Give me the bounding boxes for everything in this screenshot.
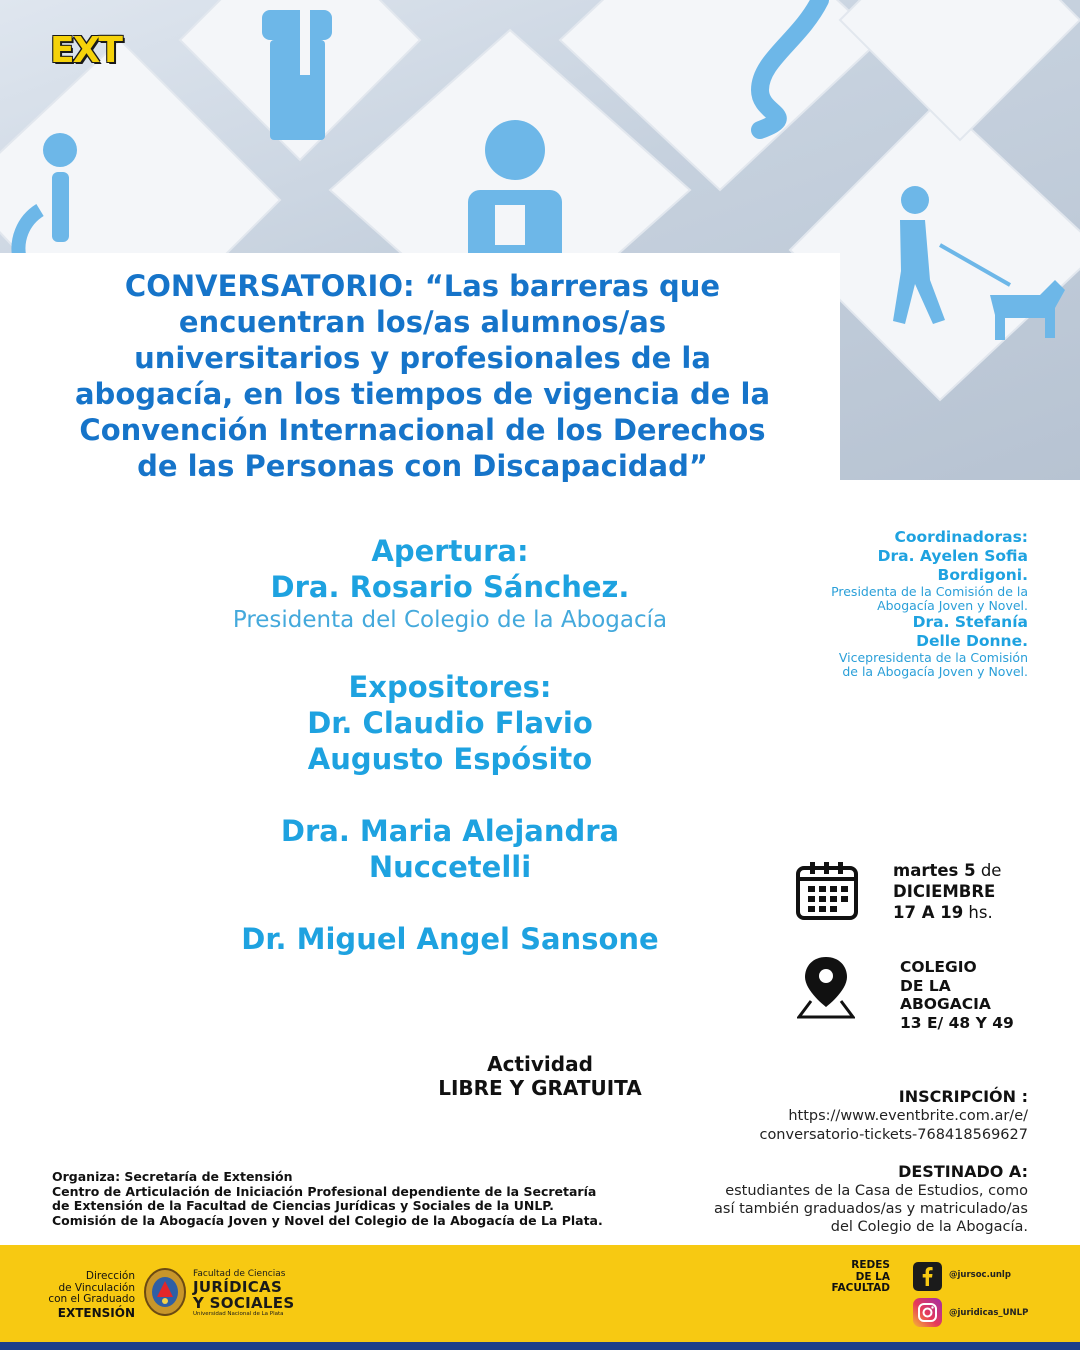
location-line: 13 E/ 48 Y 49: [900, 1013, 1014, 1032]
facebook-icon[interactable]: [913, 1262, 942, 1291]
actividad-line: LIBRE Y GRATUITA: [438, 1076, 642, 1100]
direccion-line: Dirección: [85, 1270, 135, 1282]
expositores-section: [150, 669, 750, 777]
speaker-name: Nuccetelli: [368, 850, 532, 884]
coordinator-role: Vicepresidenta de la Comisión: [838, 650, 1028, 665]
title-line: CONVERSATORIO: “Las barreras que: [124, 269, 721, 303]
facultad-small: Facultad de Ciencias: [193, 1269, 286, 1279]
instagram-icon[interactable]: [913, 1298, 942, 1327]
organiza-line: Centro de Articulación de Iniciación Profesional dependiente de la Secretaría: [52, 1183, 597, 1199]
event-day-suffix: de: [975, 861, 1002, 880]
title-line: universitarios y profesionales de la: [134, 341, 711, 375]
actividad-note: [380, 1052, 700, 1100]
coordinator-name: Delle Donne.: [916, 632, 1028, 650]
direccion-line: de Vinculación: [58, 1281, 135, 1294]
speaker-block: [150, 921, 750, 957]
instagram-handle[interactable]: @juridicas_UNLP: [949, 1308, 1029, 1318]
organiza-line: Comisión de la Abogacía Joven y Novel del Colegio de la Abogacía de La Plata.: [52, 1212, 603, 1228]
facultad-line: Y SOCIALES: [193, 1294, 295, 1312]
expositores-heading: Expositores:: [348, 670, 552, 704]
coordinator-role: Presidenta de la Comisión de la: [831, 584, 1028, 599]
event-location: [900, 958, 1014, 1032]
event-date: [893, 860, 1001, 923]
inscripcion-label: INSCRIPCIÓN :: [898, 1087, 1028, 1106]
destinado-line: estudiantes de la Casa de Estudios, como: [725, 1183, 1028, 1199]
event-time: 17 A 19: [893, 903, 964, 922]
direccion-line: con el Graduado: [48, 1293, 135, 1305]
destinado-section: [668, 1162, 1028, 1236]
apertura-role: Presidenta del Colegio de la Abogacía: [232, 607, 668, 633]
person-icon: [262, 5, 332, 140]
calendar-icon: [796, 862, 858, 920]
title-line: Convención Internacional de los Derechos: [79, 413, 766, 447]
direccion-logo: [40, 1271, 135, 1321]
facebook-handle[interactable]: @jursoc.unlp: [949, 1270, 1011, 1280]
coordinator-name: Dra. Ayelen Sofia: [877, 547, 1028, 565]
event-time-suffix: hs.: [963, 903, 993, 922]
coordinator-role: Abogacía Joven y Novel.: [877, 598, 1028, 613]
speaker-block: [150, 813, 750, 885]
apertura-name: Dra. Rosario Sánchez.: [270, 570, 630, 604]
map-pin-icon: [797, 955, 855, 1019]
redes-line: REDES: [851, 1259, 890, 1271]
title-line: abogacía, en los tiempos de vigencia de la: [74, 377, 771, 411]
title-line: de las Personas con Discapacidad”: [137, 449, 708, 483]
facultad-line: JURÍDICAS: [193, 1278, 283, 1296]
universidad-label: Universidad Nacional de La Plata: [193, 1311, 284, 1317]
event-day: martes 5: [893, 861, 976, 880]
apertura-section: [150, 533, 750, 635]
actividad-line: Actividad: [487, 1052, 593, 1076]
organiza-line: Organiza: Secretaría de Extensión: [52, 1169, 293, 1184]
apertura-heading: Apertura:: [371, 534, 529, 568]
location-line: DE LA: [900, 976, 951, 995]
university-seal-icon: [143, 1267, 187, 1317]
extension-label: EXTENSIÓN: [57, 1305, 135, 1320]
title-line: encuentran los/as alumnos/as: [178, 305, 667, 339]
footer-stripe: [0, 1342, 1080, 1350]
redes-line: FACULTAD: [831, 1282, 890, 1294]
coordinator-name: Dra. Stefanía: [912, 613, 1028, 631]
organiza-line: de Extensión de la Facultad de Ciencias Jurídicas y Sociales de la UNLP.: [52, 1198, 554, 1213]
ext-logo: EXT: [50, 30, 121, 71]
facultad-logo: [193, 1269, 313, 1318]
inscripcion-section: [708, 1087, 1028, 1145]
destinado-line: del Colegio de la Abogacía.: [830, 1219, 1028, 1235]
speaker-name: Dr. Claudio Flavio: [307, 706, 593, 740]
organiza-section: [52, 1170, 672, 1228]
destinado-label: DESTINADO A:: [898, 1162, 1028, 1181]
redes-line: DE LA: [855, 1270, 890, 1283]
inscripcion-link[interactable]: https://www.eventbrite.com.ar/e/: [788, 1108, 1028, 1124]
event-month: DICIEMBRE: [893, 882, 996, 901]
redes-label: [824, 1260, 890, 1295]
speaker-name: Dra. Maria Alejandra: [280, 814, 620, 848]
destinado-line: así también graduados/as y matriculado/as: [714, 1201, 1028, 1217]
coordinator-role: de la Abogacía Joven y Novel.: [842, 664, 1028, 679]
inscripcion-link[interactable]: conversatorio-tickets-768418569627: [759, 1127, 1028, 1143]
speaker-name: Dr. Miguel Angel Sansone: [241, 922, 659, 956]
coordinadoras-section: [788, 528, 1028, 679]
coordinadoras-heading: Coordinadoras:: [894, 528, 1028, 546]
location-line: ABOGACIA: [900, 995, 991, 1013]
event-title: [10, 268, 835, 484]
coordinator-name: Bordigoni.: [937, 566, 1028, 584]
speaker-name: Augusto Espósito: [307, 742, 593, 776]
location-line: COLEGIO: [900, 958, 977, 976]
